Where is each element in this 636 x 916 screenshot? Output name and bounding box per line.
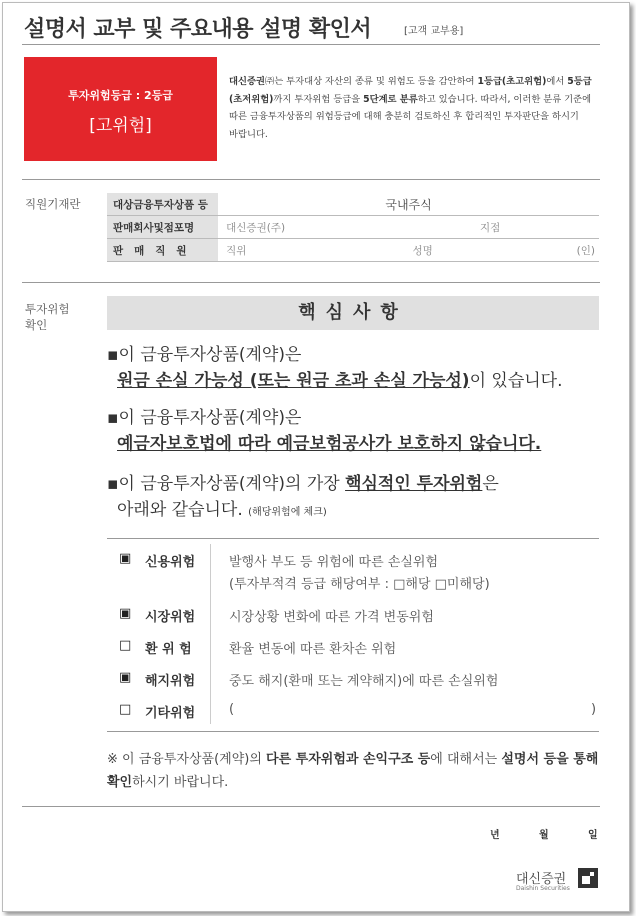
risk-grade-label: 투자위험등급 : 2등급 [68,89,173,102]
staff-info-table [107,193,599,262]
risk-section-label-2: 확인 [25,318,48,332]
bullet-1 [107,342,563,394]
risk-desc-close: ) [591,702,597,717]
logo-sub: Daishin Securities [516,885,570,892]
note-emphasis: 설명서 등을 통해 확인 [107,752,599,790]
table-row [107,193,599,216]
bullet-2-line1: ▪이 금융투자상품(계약)은 [107,408,302,428]
bullet-3-text: 아래와 같습니다. [117,500,243,520]
bullet-2 [107,405,541,457]
note-text: ※ 이 금융투자상품(계약)의 [107,752,267,767]
bullet-1-line1: ▪이 금융투자상품(계약)은 [107,345,302,365]
risk-desc: 중도 해지(환매 또는 계약해지)에 따른 손실위험 [229,674,499,689]
bullet-3-text: ▪이 금융투자상품(계약)의 가장 [107,474,346,494]
desc-part: 5단계로 분류 [363,93,418,105]
divider [22,44,600,45]
date-year: 년 [490,830,500,841]
risk-desc-2: (투자부적격 등급 해당여부 : □해당 □미해당) [229,577,490,592]
bullet-3-note: (해당위험에 체크) [248,507,327,518]
bullet-1-line2 [107,368,563,394]
risk-name: 환 위 험 [145,642,192,657]
bullet-2-emphasis: 예금자보호법에 따라 예금보험공사가 보호하지 않습니다. [117,434,542,454]
footnote [107,748,601,794]
bullet-3-text: 은 [482,474,499,494]
date-day: 일 [588,830,598,841]
risk-grade-description [229,73,601,143]
bullet-3-line1 [107,471,499,497]
risk-name: 해지위험 [145,674,196,689]
bullet-3-line2 [107,497,499,526]
desc-part: ㈜는 투자대상 자산의 종류 및 위험도 등을 감안하여 [264,76,478,87]
table-row [107,216,599,239]
checkbox-checked-icon[interactable]: ▣ [119,551,132,566]
company-value: 대신증권(주) [218,216,472,239]
risk-section-label-1: 투자위험 [25,302,70,316]
desc-part: 1등급(초고위험) [477,76,547,87]
risk-name: 기타위험 [145,706,196,721]
risk-section-label [25,301,69,333]
divider [22,179,600,180]
desc-part: 까지 투자위험 등급을 [273,93,364,105]
checkbox-checked-icon[interactable]: ▣ [119,670,132,685]
bullet-1-rest: 이 있습니다. [469,371,563,391]
staff-section-label: 직원기재란 [25,197,81,211]
divider [22,282,600,283]
divider [22,806,600,807]
bullet-3-emphasis: 핵심적인 투자위험 [345,474,483,494]
note-text: 에 대해서는 [430,752,502,767]
desc-part: 에서 [546,76,568,87]
checkbox-checked-icon[interactable]: ▣ [119,606,132,621]
note-text: 하시기 바랍니다. [132,775,229,790]
page-title: 설명서 교부 및 주요내용 설명 확인서 [24,17,372,42]
risk-desc: 발행사 부도 등 위험에 따른 손실위험 [229,555,439,570]
bullet-2-line2 [107,431,541,457]
branch-label: 지점 [472,216,599,239]
date-month: 월 [539,830,549,841]
risk-name: 시장위험 [145,610,196,625]
risk-desc: 환율 변동에 따른 환차손 위험 [229,642,397,657]
logo-name: 대신증권 [516,872,567,887]
risk-name: 신용위험 [145,555,196,570]
bullet-1-emphasis: 원금 손실 가능성 (또는 원금 초과 손실 가능성) [117,371,470,391]
seal-label: (인) [472,239,599,262]
column-divider [210,544,211,724]
table-row [107,239,599,262]
name-label: 성명 [404,239,472,262]
risk-level-label: [고위험] [89,116,152,136]
position-label: 직위 [218,239,404,262]
bullet-3 [107,471,499,526]
row-header: 판매직원 [107,239,218,262]
checkbox-empty-icon[interactable]: □ [119,702,132,717]
product-value: 국내주식 [218,193,599,216]
desc-part: 5등급(초저위험) [229,76,592,105]
risk-checklist [107,538,599,732]
desc-part: 하고 있습니다. 따라서, 이러한 분류 기준에 따른 금융투자상품의 위험등급에 대해 충분히 검토하신 후 합리적인 투자판단을 하시기 바랍니다. [229,93,592,140]
risk-desc: 시장상황 변화에 따른 가격 변동위험 [229,610,434,625]
row-header: 대상금융투자상품 등 [107,193,218,216]
page-title-sub: [고객 교부용] [404,26,464,37]
desc-part: 대신증권 [229,76,265,87]
risk-grade-box [24,57,217,161]
row-header: 판매회사및점포명 [107,216,218,239]
checkbox-empty-icon[interactable]: □ [119,638,132,653]
note-emphasis: 다른 투자위험과 손익구조 등 [266,752,431,767]
logo-mark-icon [578,868,598,888]
risk-desc-open: ( [229,702,235,717]
core-title: 핵심사항 [107,296,599,330]
